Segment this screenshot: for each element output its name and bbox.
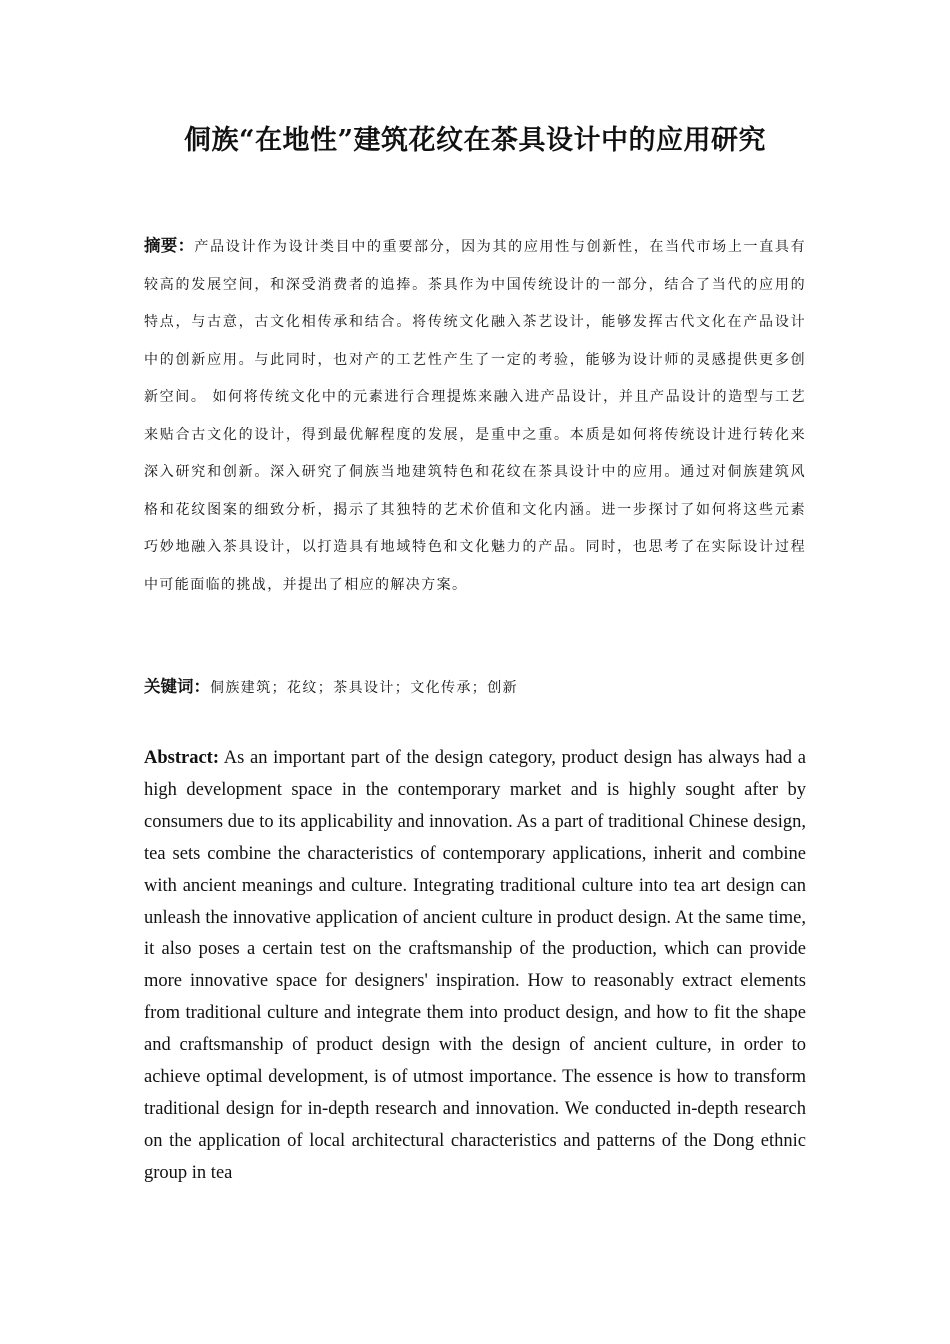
- keywords-cn-text: 侗族建筑；花纹；茶具设计；文化传承；创新: [210, 680, 518, 696]
- abstract-cn-label: 摘要：: [144, 236, 195, 255]
- abstract-en-label: Abstract:: [144, 748, 220, 768]
- abstract-en-text: As an important part of the design category, product design has always had a high development space in the contemporary market and is highly sought after by consumers due to its applicability and innovation. As a part of traditional Chinese design, tea sets combine the characteristics of contemporary applications, inherit and combine with ancient meanings and culture. Integrating traditional culture into tea art design can unleash the innovative application of ancient culture in product design. At the same time, it also poses a certain test on the craftsmanship of the production, which can provide more innovative space for designers' inspiration. How to reasonably extract elements from traditional culture and integrate them into product design, and how to fit the shape and craftsmanship of product design with the design of ancient culture, in order to achieve optimal development, is of utmost importance. The essence is how to transform traditional design for in-depth research and innovation. We conducted in-depth research on the application of local architectural characteristics and patterns of the Dong ethnic group in tea: [144, 748, 806, 1183]
- keywords-cn-paragraph: [144, 668, 806, 708]
- keywords-cn-label: 关键词：: [144, 677, 210, 696]
- abstract-cn-paragraph: [144, 227, 806, 604]
- document-title: 侗族“在地性”建筑花纹在茶具设计中的应用研究: [183, 125, 767, 156]
- abstract-cn-text: 产品设计作为设计类目中的重要部分，因为其的应用性与创新性，在当代市场上一直具有较高的发展空间，和深受消费者的追捧。茶具作为中国传统设计的一部分，结合了当代的应用的特点，与古意，古文化相传承和结合。将传统文化融入茶艺设计，能够发挥古代文化在产品设计中的创新应用。与此同时，也对产的工艺性产生了一定的考验，能够为设计师的灵感提供更多创新空间。 如何将传统文化中的元素进行合理提炼来融入进产品设计，并且产品设计的造型与工艺来贴合古文化的设计，得到最优解程度的发展，是重中之重。本质是如何将传统设计进行转化来深入研究和创新。深入研究了侗族当地建筑特色和花纹在茶具设计中的应用。通过对侗族建筑风格和花纹图案的细致分析，揭示了其独特的艺术价值和文化内涵。进一步探讨了如何将这些元素巧妙地融入茶具设计，以打造具有地域特色和文化魅力的产品。同时，也思考了在实际设计过程中可能面临的挑战，并提出了相应的解决方案。: [144, 239, 806, 593]
- abstract-en-paragraph: [144, 743, 806, 1190]
